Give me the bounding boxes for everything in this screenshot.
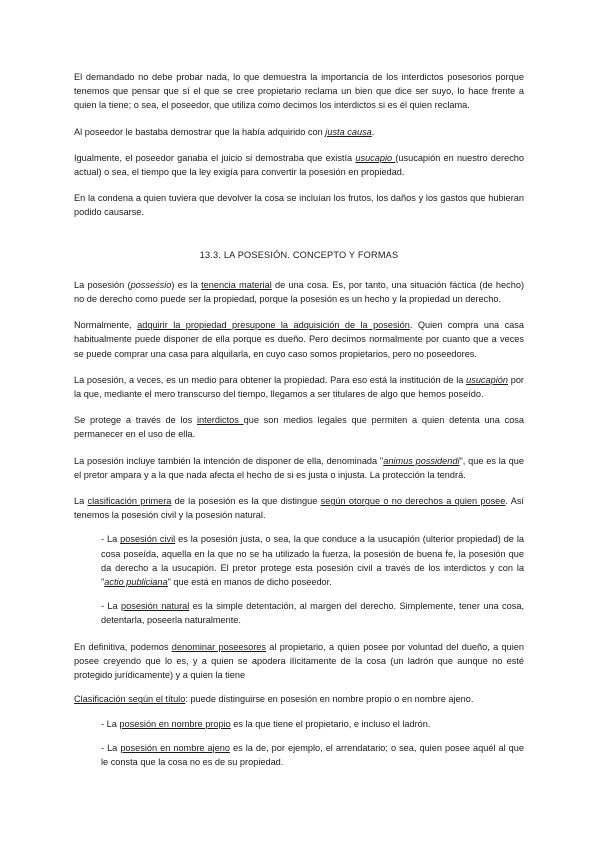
term-clasificacion-titulo: Clasificación según el título: [74, 694, 186, 705]
text: La posesión incluye también la intención de disponer de ella, denominada ": [74, 455, 384, 466]
paragraph-interdictos: [74, 413, 524, 441]
term-segun-otorgue: según otorgue o no derechos a quien posee: [320, 496, 506, 507]
text: es la posesión justa, o sea, la que conduce a la usucapión (ulterior propiedad) de la cosa poseída, aquella en la que no se ha utilizado la fuerza, la posesión de buena fe, la posesión que da derecho a la usucapión. El pretor protege esta posesión civil a través de los interdictos y con la ": [101, 534, 525, 588]
text: es la de, por ejemplo, el arrendatario; o sea, quien posee aquél al que le consta que la cosa no es de su propiedad.: [101, 742, 524, 767]
term-posesion-civil: posesión civil: [120, 534, 176, 545]
text: La posesión (: [74, 279, 131, 290]
term-clasificacion-primera: clasificación primera: [87, 496, 172, 507]
paragraph-demandado: El demandado no debe probar nada, lo que demuestra la importancia de los interdictos posesorios porque tenemos que pensar que sí el que se cree propietario reclama un bien que dice ser suyo, lo hace frente a quien la tiene; o sea, el poseedor, que utiliza como decimos los interdictos si es él quien reclama.: [74, 72, 524, 111]
paragraph-usucapion: [74, 373, 524, 401]
bullet-posesion-natural: [101, 599, 524, 627]
text: La: [74, 496, 88, 507]
text: " que está en manos de dicho poseedor.: [167, 577, 332, 588]
term-justa-causa: justa causa: [325, 126, 372, 137]
term-adquirir-propiedad: adquirir la propiedad presupone la adquisición de la posesión: [137, 320, 410, 331]
text: : puede distinguirse en posesión en nombre propio o en nombre ajeno.: [185, 694, 474, 705]
paragraph-animus: [74, 454, 524, 482]
term-usucapion: usucapión: [466, 374, 508, 385]
text: Se protege a través de los: [74, 415, 197, 426]
text: - La: [101, 534, 121, 545]
bullet-nombre-propio: [101, 717, 524, 731]
document-page: [74, 70, 524, 769]
text: que son medios legales que permiten a quien detenta una cosa permanecer en el uso de ella.: [74, 415, 525, 440]
term-interdictos: interdictos: [196, 415, 244, 426]
term-usucapio: usucapio: [355, 152, 396, 163]
text: .: [371, 126, 375, 137]
section-title: 13.3. LA POSESIÓN. CONCEPTO Y FORMAS: [199, 249, 399, 260]
text: ", que es la que el pretor ampara y a la que nada afecta el hecho de si es justa o injusta. La protección la tendrá.: [74, 455, 524, 480]
text: al propietario, a quien posee por voluntad del dueño, a quien posee creyendo que lo es, y a quien se apodera ilícitamente de la cosa (un ladrón que aunque no esté protegido jurídicamente) y a quien la tiene: [74, 641, 525, 681]
paragraph-usucapio: [74, 151, 524, 179]
paragraph-possessio: [74, 278, 524, 306]
bullet-nombre-ajeno: [101, 741, 524, 769]
term-actio-publiciana: actio publiciana: [104, 577, 168, 588]
text: de una cosa. Es, por tanto, una situación fáctica (de hecho) no de derecho como puede ser la propiedad, porque la posesión es un hecho y la propiedad un derecho.: [74, 279, 525, 305]
text: (usucapión en nuestro derecho actual) o sea, el tiempo que la ley exigía para convertir la posesión en propiedad.: [74, 152, 525, 178]
text: de la posesión es la que distingue: [171, 496, 321, 507]
paragraph-condena: En la condena a quien tuviera que devolver la cosa se incluían los frutos, los daños y los gastos que hubieran podido causarse.: [74, 193, 524, 218]
term-nombre-ajeno: posesión en nombre ajeno: [120, 742, 230, 753]
text: - La: [101, 718, 120, 729]
paragraph-clasificacion-titulo: [74, 692, 524, 706]
text: . Así tenemos la posesión civil y la posesión natural.: [74, 496, 524, 521]
term-tenencia-material: tenencia material: [201, 279, 272, 290]
text: por la que, mediante el mero transcurso del tiempo, llegamos a ser titulares de algo que hemos poseído.: [74, 374, 524, 400]
paragraph-justa-causa: [74, 125, 524, 139]
bullet-posesion-civil: [101, 532, 524, 589]
paragraph-normalmente: [74, 318, 524, 361]
text: La posesión, a veces, es un medio para obtener la propiedad. Para eso está la institución de la: [74, 374, 467, 385]
term-denominar-poseesores: denominar poseesores: [171, 641, 266, 652]
term-nombre-propio: posesión en nombre propio: [119, 718, 231, 729]
term-animus-possidendi: animus possidendi: [383, 455, 460, 466]
text: Normalmente,: [74, 320, 138, 331]
text: ) es la: [171, 279, 202, 290]
text: - La: [101, 601, 122, 612]
text: - La: [101, 742, 121, 753]
term-possessio: possessio: [130, 279, 172, 290]
paragraph-en-definitiva: [74, 640, 524, 683]
text: Al poseedor le bastaba demostrar que la había adquirido con: [74, 126, 326, 137]
term-posesion-natural: posesión natural: [121, 601, 190, 612]
text: . Quien compra una casa habitualmente puede disponer de ella porque es dueño. Pero decimos normalmente por cuanto que a veces se puede comprar una casa para alquilarla, en cuyo caso somos propietarios, pero no poseedores.: [74, 320, 524, 359]
text: es la que tiene el propietario, e incluso el ladrón.: [230, 718, 431, 729]
text: es la simple detentación, al margen del derecho. Simplemente, tener una cosa, detentarla, poseerla naturalmente.: [101, 601, 525, 626]
text: Igualmente, el poseedor ganaba el juicio si demostraba que existía: [74, 152, 356, 163]
paragraph-clasificacion-primera: [74, 494, 524, 522]
text: En definitiva, podemos: [74, 641, 172, 652]
